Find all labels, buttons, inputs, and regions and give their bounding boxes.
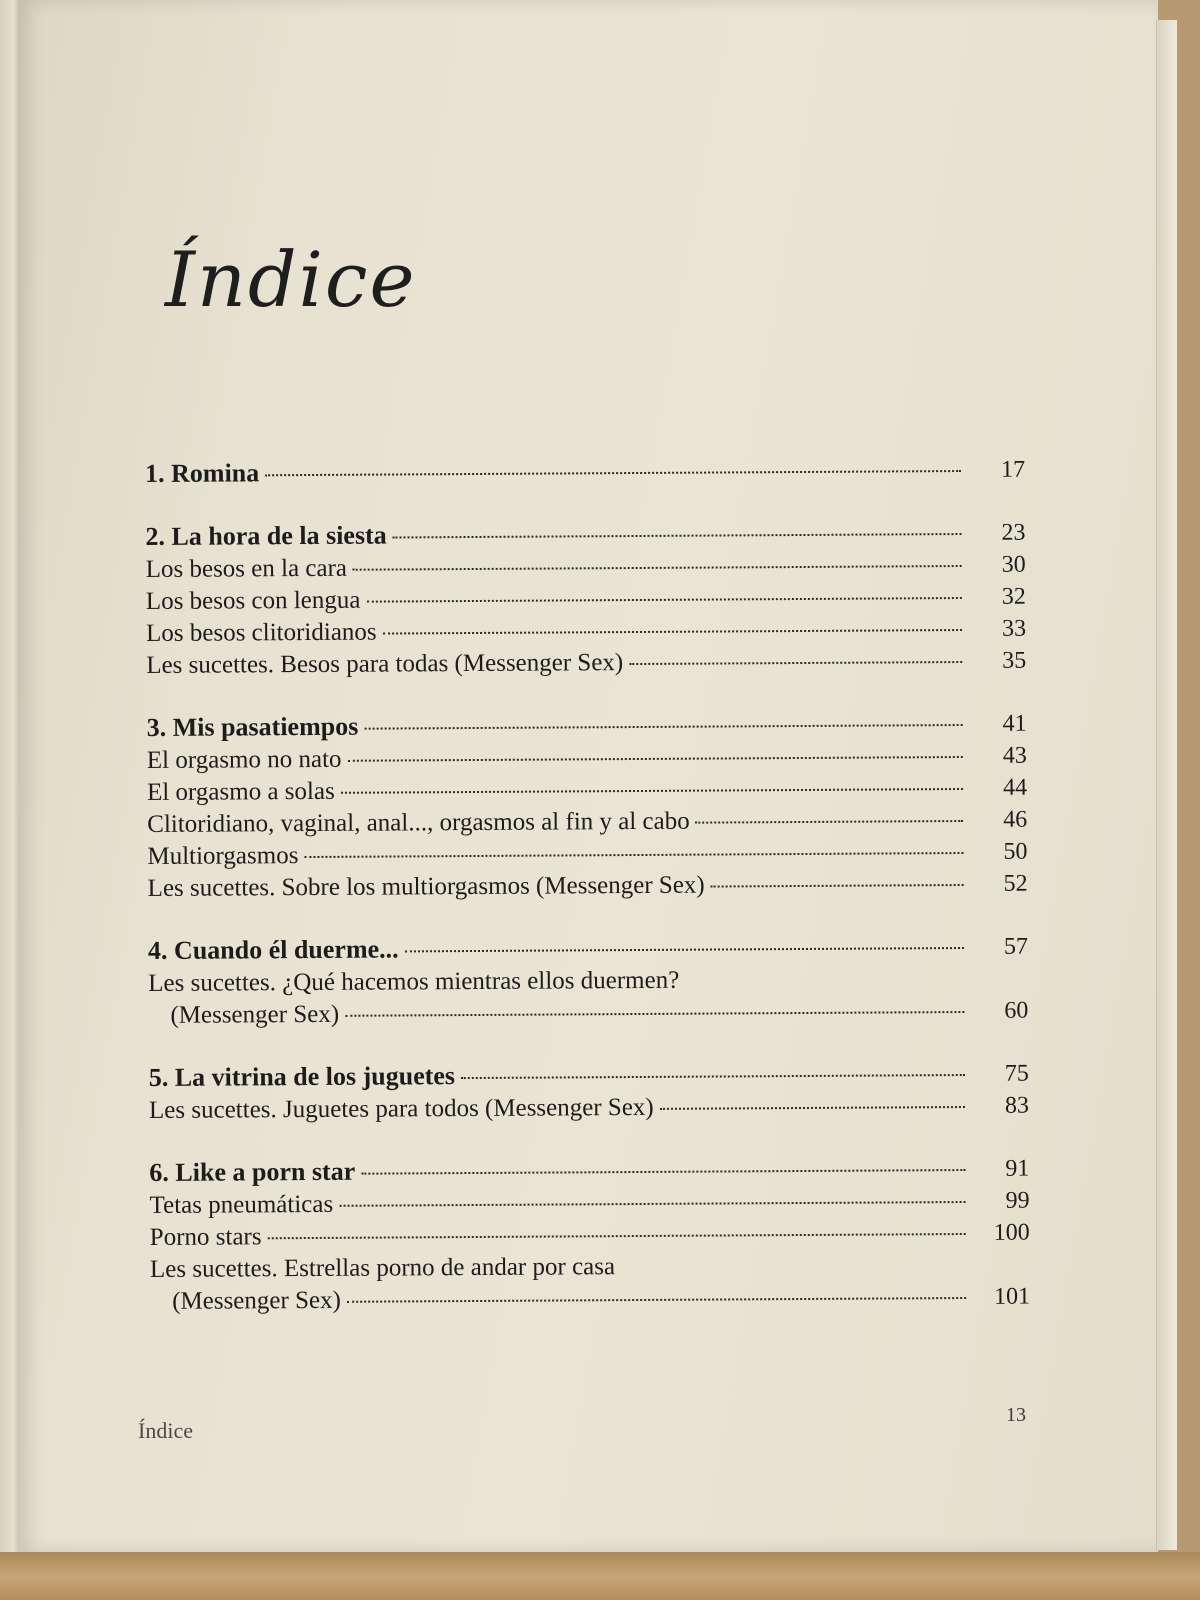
toc-entry-continuation <box>150 1281 1030 1318</box>
page-number-footer: 13 <box>1006 1404 1026 1426</box>
page-number: 43 <box>1002 742 1027 769</box>
toc-section <box>149 1152 1030 1318</box>
chapter-title: 5. La vitrina de los juguetes <box>148 1061 456 1092</box>
wooden-surface <box>0 1552 1200 1600</box>
chapter-title: 6. Like a porn star <box>149 1156 356 1187</box>
toc-section <box>148 930 1029 1032</box>
dot-leader <box>660 1106 965 1110</box>
page-number: 44 <box>1002 774 1028 801</box>
toc-entry-row <box>146 581 1026 618</box>
dot-leader <box>268 1233 966 1239</box>
page-number: 57 <box>1003 933 1029 960</box>
toc-section <box>145 453 1025 491</box>
entry-title: Les sucettes. Juguetes para todos (Messenger Sex) <box>148 1093 654 1124</box>
page-number: 46 <box>1003 806 1028 833</box>
page-number: 33 <box>1001 615 1027 642</box>
toc-entry-row <box>146 613 1026 650</box>
entry-title: Les sucettes. Besos para todas (Messenger Sex) <box>146 649 624 679</box>
page-number: 60 <box>1004 997 1029 1024</box>
page-number: 99 <box>1005 1187 1030 1214</box>
page-number: 30 <box>1001 551 1026 578</box>
toc-entry-row <box>150 1249 1030 1286</box>
dot-leader <box>361 1169 965 1175</box>
toc-entry-row <box>149 1185 1029 1222</box>
toc-entry-row <box>148 868 1028 905</box>
chapter-title: 1. Romina <box>145 458 260 488</box>
running-footer-section: Índice <box>138 1418 193 1443</box>
toc-entry-row <box>146 645 1026 682</box>
dot-leader <box>348 756 963 762</box>
entry-title: Porno stars <box>149 1223 262 1251</box>
page-number: 83 <box>1004 1092 1030 1119</box>
toc-entry-row <box>147 772 1027 809</box>
entry-title-continuation: (Messenger Sex) <box>172 1286 341 1315</box>
dot-leader <box>711 884 964 888</box>
entry-title: Los besos en la cara <box>145 554 348 583</box>
page-title: Índice <box>165 235 417 324</box>
page-number: 52 <box>1003 870 1028 897</box>
entry-title: El orgasmo a solas <box>146 777 335 806</box>
entry-title: Les sucettes. Sobre los multiorgasmos (Messenger Sex) <box>147 871 705 902</box>
dot-leader <box>345 1011 964 1017</box>
page-stack-edge <box>1156 20 1177 1550</box>
entry-title: Les sucettes. Estrellas porno de andar por casa <box>149 1253 616 1283</box>
dot-leader <box>339 1201 965 1207</box>
dot-leader <box>347 1297 966 1303</box>
toc-entry-row <box>146 549 1026 586</box>
entry-title-continuation: (Messenger Sex) <box>170 1000 340 1029</box>
toc-chapter-row <box>148 930 1028 968</box>
page-number: 100 <box>993 1219 1030 1246</box>
toc-entry-row <box>148 963 1028 1000</box>
dot-leader <box>629 661 962 665</box>
chapter-title: 4. Cuando él duerme... <box>147 934 399 965</box>
chapter-title: 3. Mis pasatiempos <box>146 711 359 742</box>
dot-leader <box>366 597 961 603</box>
page-number: 75 <box>1004 1060 1029 1087</box>
dot-leader <box>461 1074 965 1079</box>
toc-section <box>145 516 1026 682</box>
dot-leader <box>304 852 963 858</box>
entry-title: Tetas pneumáticas <box>149 1190 334 1219</box>
dot-leader <box>393 533 962 538</box>
entry-title: El orgasmo no nato <box>146 745 342 774</box>
dot-leader <box>696 820 964 824</box>
page-number: 101 <box>994 1283 1031 1310</box>
toc-chapter-row <box>149 1057 1029 1095</box>
toc-section <box>147 707 1028 905</box>
dot-leader <box>353 565 962 571</box>
dot-leader <box>405 947 964 952</box>
entry-title: Los besos con lengua <box>145 586 361 615</box>
toc-chapter-row <box>147 707 1027 745</box>
page-number: 32 <box>1001 583 1026 610</box>
page-number: 91 <box>1005 1155 1030 1182</box>
page-number: 50 <box>1003 838 1028 865</box>
toc-section <box>149 1057 1029 1127</box>
entry-title: Los besos clitoridianos <box>145 618 377 647</box>
table-of-contents <box>145 453 1030 1348</box>
toc-chapter-row <box>145 516 1025 554</box>
toc-entry-row <box>147 740 1027 777</box>
page-number: 35 <box>1002 647 1027 674</box>
dot-leader <box>341 788 963 794</box>
entry-title: Multiorgasmos <box>147 842 299 870</box>
entry-title: Les sucettes. ¿Qué hacemos mientras ellos duermen? <box>148 966 680 997</box>
toc-chapter-row <box>149 1152 1029 1190</box>
page-number: 41 <box>1002 710 1027 737</box>
toc-entry-row <box>150 1217 1030 1254</box>
page-number: 17 <box>1001 456 1026 483</box>
chapter-title: 2. La hora de la siesta <box>145 520 387 551</box>
toc-chapter-row <box>145 453 1025 491</box>
dot-leader <box>383 629 962 635</box>
toc-entry-continuation <box>148 995 1028 1032</box>
toc-entry-row <box>147 836 1027 873</box>
toc-entry-row <box>147 804 1027 841</box>
page-number: 23 <box>1001 519 1026 546</box>
dot-leader <box>265 470 961 476</box>
dot-leader <box>364 724 962 730</box>
entry-title: Clitoridiano, vaginal, anal..., orgasmos al fin y al cabo <box>147 807 690 838</box>
toc-entry-row <box>149 1090 1029 1127</box>
